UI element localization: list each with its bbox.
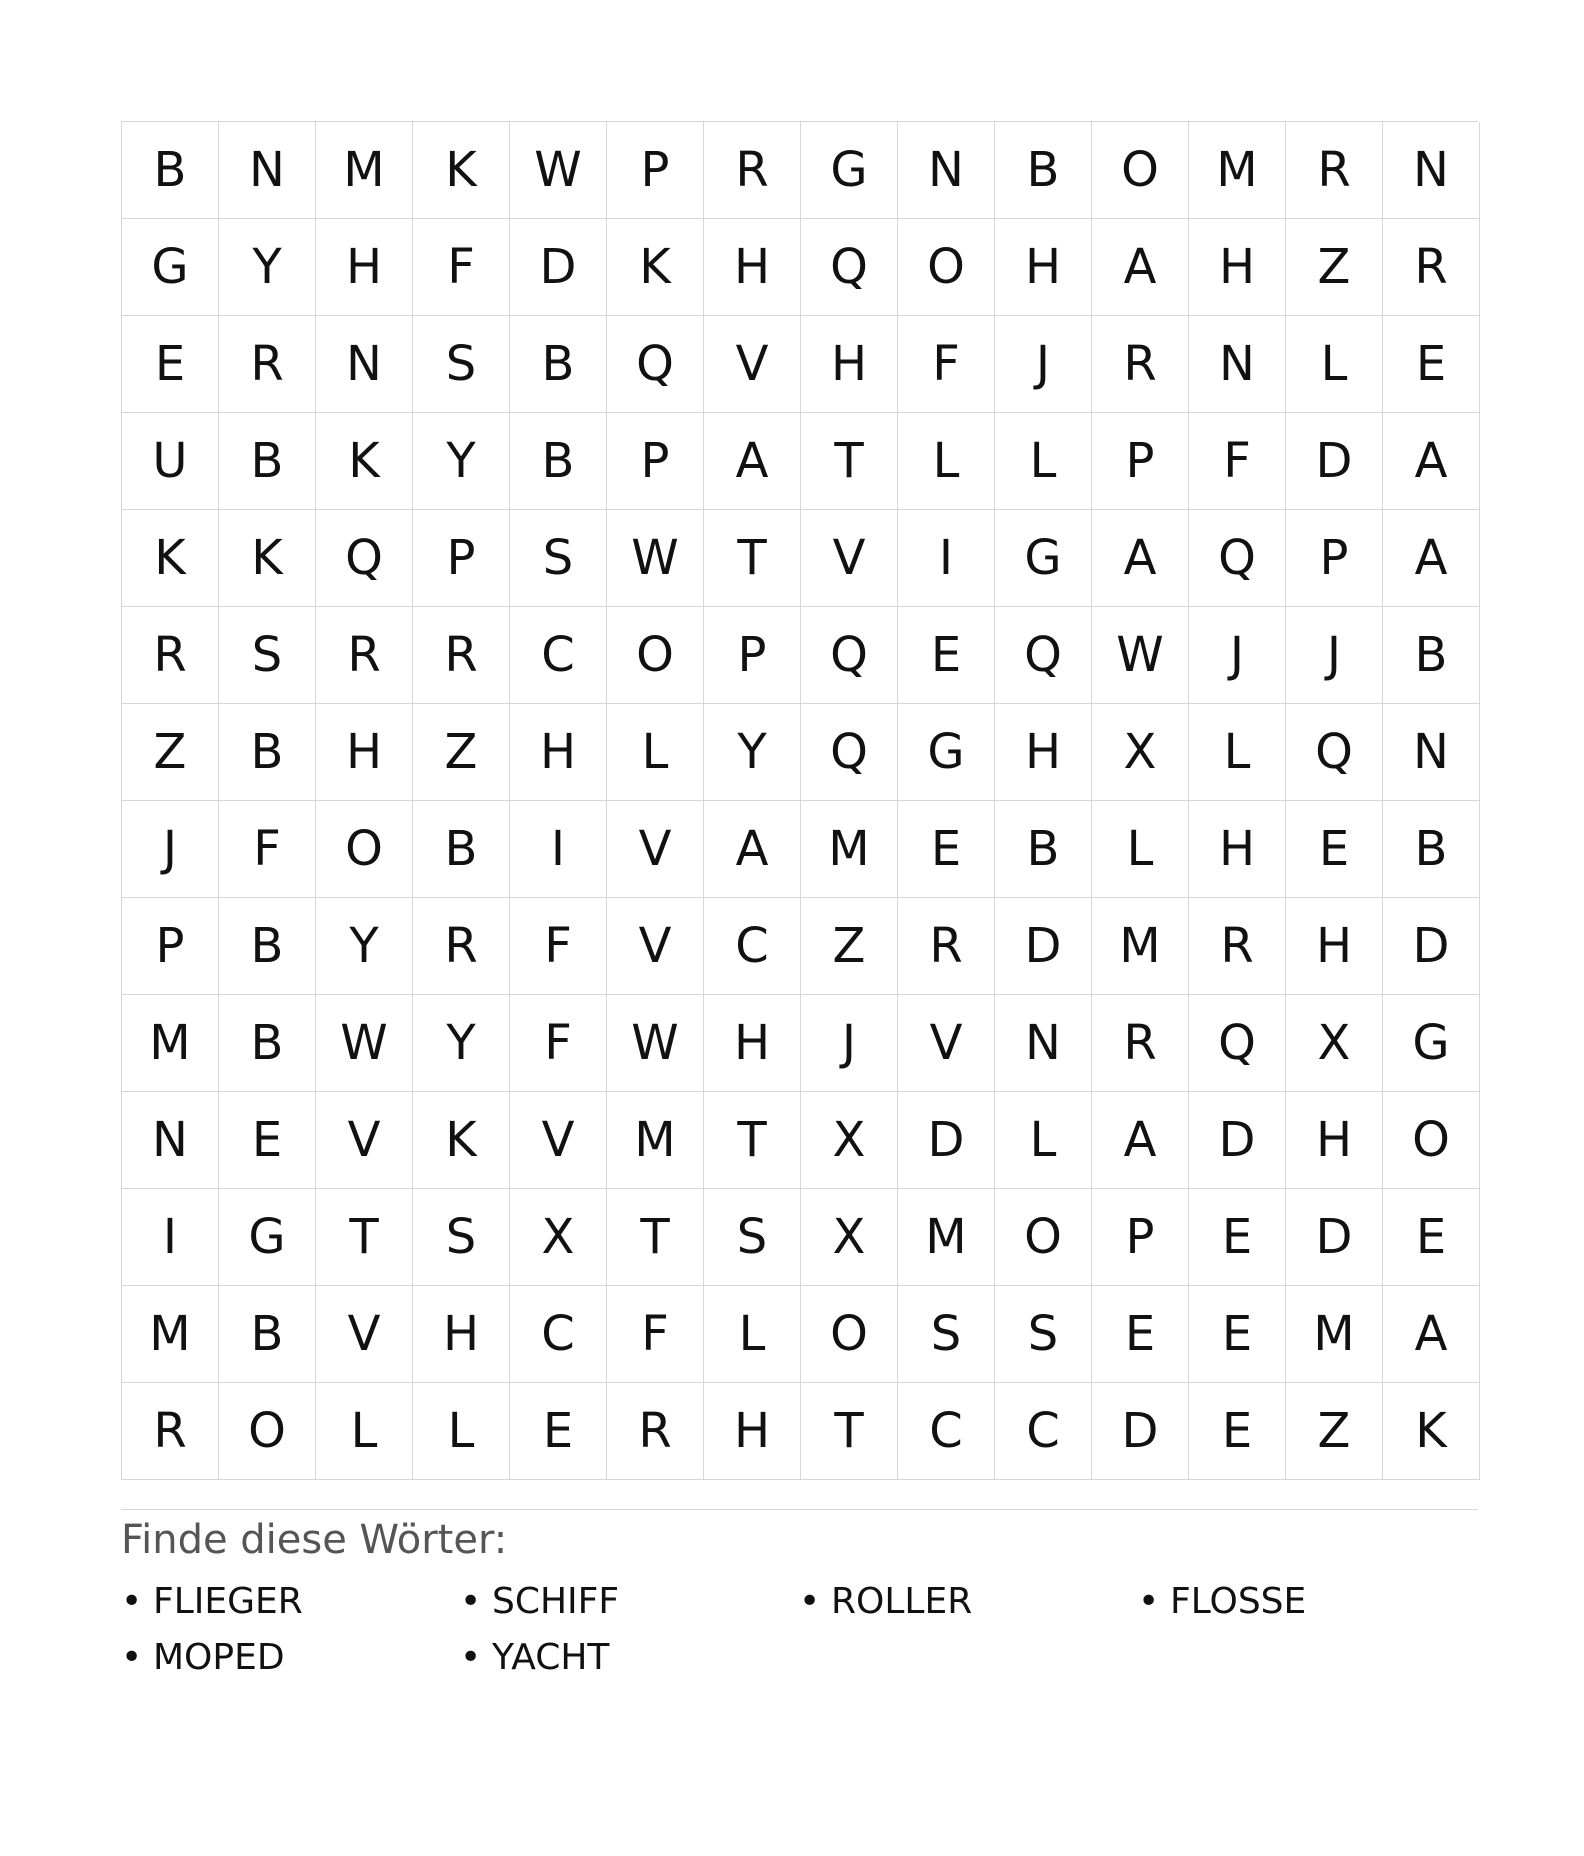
grid-cell[interactable]: B — [995, 122, 1092, 219]
grid-cell[interactable]: X — [1092, 704, 1189, 801]
grid-cell[interactable]: E — [1383, 1189, 1480, 1286]
grid-cell[interactable]: D — [1092, 1383, 1189, 1480]
grid-cell[interactable]: P — [122, 898, 219, 995]
grid-cell[interactable]: N — [1383, 122, 1480, 219]
grid-cell[interactable]: L — [704, 1286, 801, 1383]
grid-cell[interactable]: Y — [219, 219, 316, 316]
grid-cell[interactable]: L — [413, 1383, 510, 1480]
grid-cell[interactable]: A — [1383, 510, 1480, 607]
grid-cell[interactable]: O — [1383, 1092, 1480, 1189]
grid-cell[interactable]: N — [898, 122, 995, 219]
grid-cell[interactable]: B — [413, 801, 510, 898]
grid-cell[interactable]: R — [1189, 898, 1286, 995]
grid-cell[interactable]: V — [316, 1286, 413, 1383]
grid-cell[interactable]: E — [898, 801, 995, 898]
grid-cell[interactable]: B — [219, 413, 316, 510]
word-list-item — [460, 1634, 799, 1682]
grid-cell[interactable]: O — [219, 1383, 316, 1480]
grid-cell[interactable]: Z — [1286, 1383, 1383, 1480]
grid-cell[interactable]: D — [1383, 898, 1480, 995]
grid-cell[interactable]: L — [995, 413, 1092, 510]
grid-cell[interactable]: X — [801, 1092, 898, 1189]
grid-cell[interactable]: R — [898, 898, 995, 995]
grid-cell[interactable]: H — [995, 704, 1092, 801]
word-list-item — [799, 1578, 1138, 1626]
grid-cell[interactable]: T — [607, 1189, 704, 1286]
grid-cell[interactable]: A — [1383, 1286, 1480, 1383]
grid-cell[interactable]: O — [316, 801, 413, 898]
grid-cell[interactable]: J — [1189, 607, 1286, 704]
grid-cell[interactable]: C — [704, 898, 801, 995]
word-list-item — [1138, 1578, 1477, 1626]
grid-cell[interactable]: K — [219, 510, 316, 607]
grid-cell[interactable]: N — [1383, 704, 1480, 801]
grid-cell[interactable]: Y — [704, 704, 801, 801]
grid-cell[interactable]: B — [510, 413, 607, 510]
grid-cell[interactable]: F — [413, 219, 510, 316]
grid-cell[interactable]: B — [219, 704, 316, 801]
grid-cell[interactable]: F — [219, 801, 316, 898]
grid-cell[interactable]: S — [510, 510, 607, 607]
grid-cell[interactable]: N — [995, 995, 1092, 1092]
grid-cell[interactable]: L — [1286, 316, 1383, 413]
grid-cell[interactable]: W — [316, 995, 413, 1092]
grid-cell[interactable]: N — [219, 122, 316, 219]
grid-cell[interactable]: Q — [316, 510, 413, 607]
grid-cell[interactable]: H — [995, 219, 1092, 316]
grid-cell[interactable]: J — [995, 316, 1092, 413]
grid-cell[interactable]: V — [704, 316, 801, 413]
grid-cell[interactable]: S — [704, 1189, 801, 1286]
grid-cell[interactable]: F — [510, 898, 607, 995]
grid-cell[interactable]: R — [1286, 122, 1383, 219]
grid-cell[interactable]: B — [219, 1286, 316, 1383]
grid-cell[interactable]: H — [510, 704, 607, 801]
bullet-icon: • — [121, 1637, 143, 1678]
word-search-puzzle — [121, 121, 1478, 1682]
grid-cell[interactable]: V — [510, 1092, 607, 1189]
grid-cell[interactable]: R — [704, 122, 801, 219]
grid-cell[interactable]: M — [1189, 122, 1286, 219]
grid-cell[interactable]: J — [1286, 607, 1383, 704]
grid-cell[interactable]: M — [801, 801, 898, 898]
grid-cell[interactable]: P — [607, 413, 704, 510]
grid-cell[interactable]: H — [1286, 1092, 1383, 1189]
grid-cell[interactable]: N — [316, 316, 413, 413]
grid-cell[interactable]: L — [898, 413, 995, 510]
grid-cell[interactable]: L — [1189, 704, 1286, 801]
grid-cell[interactable]: T — [801, 1383, 898, 1480]
grid-cell[interactable]: Z — [122, 704, 219, 801]
grid-cell[interactable]: M — [316, 122, 413, 219]
grid-cell[interactable]: A — [704, 413, 801, 510]
grid-cell[interactable]: T — [704, 510, 801, 607]
grid-cell[interactable]: D — [1286, 1189, 1383, 1286]
grid-cell[interactable]: C — [510, 1286, 607, 1383]
grid-cell[interactable]: D — [1189, 1092, 1286, 1189]
grid-cell[interactable]: M — [898, 1189, 995, 1286]
grid-cell[interactable]: F — [510, 995, 607, 1092]
grid-cell[interactable]: Q — [1189, 995, 1286, 1092]
grid-cell[interactable]: F — [1189, 413, 1286, 510]
grid-cell[interactable]: A — [1092, 510, 1189, 607]
word-list-item — [460, 1578, 799, 1626]
grid-cell[interactable]: U — [122, 413, 219, 510]
grid-cell[interactable]: V — [316, 1092, 413, 1189]
grid-cell[interactable]: Q — [1189, 510, 1286, 607]
grid-cell[interactable]: T — [316, 1189, 413, 1286]
grid-cell[interactable]: W — [1092, 607, 1189, 704]
grid-cell[interactable]: K — [122, 510, 219, 607]
grid-cell[interactable]: B — [219, 898, 316, 995]
grid-cell[interactable]: Q — [1286, 704, 1383, 801]
grid-cell[interactable]: R — [122, 607, 219, 704]
grid-cell[interactable]: F — [607, 1286, 704, 1383]
grid-cell[interactable]: P — [607, 122, 704, 219]
grid-cell[interactable]: G — [122, 219, 219, 316]
grid-cell[interactable]: H — [413, 1286, 510, 1383]
grid-cell[interactable]: M — [122, 995, 219, 1092]
grid-cell[interactable]: G — [219, 1189, 316, 1286]
grid-cell[interactable]: E — [1189, 1383, 1286, 1480]
grid-cell[interactable]: K — [316, 413, 413, 510]
grid-cell[interactable]: Y — [413, 413, 510, 510]
grid-cell[interactable]: M — [607, 1092, 704, 1189]
grid-cell[interactable]: W — [510, 122, 607, 219]
grid-cell[interactable]: O — [995, 1189, 1092, 1286]
grid-cell[interactable]: L — [316, 1383, 413, 1480]
grid-cell[interactable]: C — [898, 1383, 995, 1480]
grid-cell[interactable]: P — [1092, 413, 1189, 510]
grid-cell[interactable]: N — [1189, 316, 1286, 413]
grid-cell[interactable]: E — [1189, 1189, 1286, 1286]
grid-cell[interactable]: O — [1092, 122, 1189, 219]
grid-cell[interactable]: B — [1383, 607, 1480, 704]
grid-cell[interactable]: W — [607, 510, 704, 607]
grid-cell[interactable]: A — [1092, 1092, 1189, 1189]
grid-cell[interactable]: D — [995, 898, 1092, 995]
grid-cell[interactable]: V — [801, 510, 898, 607]
grid-cell[interactable]: G — [1383, 995, 1480, 1092]
grid-cell[interactable]: E — [219, 1092, 316, 1189]
grid-cell[interactable]: P — [1286, 510, 1383, 607]
grid-cell[interactable]: O — [898, 219, 995, 316]
grid-cell[interactable]: Q — [801, 219, 898, 316]
grid-cell[interactable]: F — [898, 316, 995, 413]
grid-cell[interactable]: R — [219, 316, 316, 413]
grid-cell[interactable]: X — [510, 1189, 607, 1286]
grid-cell[interactable]: H — [316, 219, 413, 316]
bullet-icon: • — [121, 1581, 143, 1622]
word-label: FLIEGER — [153, 1581, 303, 1622]
grid-cell[interactable]: L — [1092, 801, 1189, 898]
grid-cell[interactable]: C — [510, 607, 607, 704]
grid-cell[interactable]: M — [122, 1286, 219, 1383]
grid-cell[interactable]: A — [1383, 413, 1480, 510]
grid-cell[interactable]: G — [995, 510, 1092, 607]
grid-cell[interactable]: H — [801, 316, 898, 413]
grid-cell[interactable]: N — [122, 1092, 219, 1189]
bullet-icon: • — [799, 1581, 821, 1622]
grid-cell[interactable]: E — [122, 316, 219, 413]
grid-cell[interactable]: Q — [995, 607, 1092, 704]
grid-cell[interactable]: O — [607, 607, 704, 704]
grid-cell[interactable]: P — [413, 510, 510, 607]
grid-cell[interactable]: H — [704, 995, 801, 1092]
grid-cell[interactable]: I — [122, 1189, 219, 1286]
grid-cell[interactable]: E — [1383, 316, 1480, 413]
grid-cell[interactable]: X — [801, 1189, 898, 1286]
grid-cell[interactable]: X — [1286, 995, 1383, 1092]
grid-cell[interactable]: Q — [607, 316, 704, 413]
grid-cell[interactable]: D — [510, 219, 607, 316]
grid-cell[interactable]: Y — [413, 995, 510, 1092]
grid-cell[interactable]: Z — [801, 898, 898, 995]
grid-cell[interactable]: W — [607, 995, 704, 1092]
grid-cell[interactable]: C — [995, 1383, 1092, 1480]
grid-cell[interactable]: S — [413, 1189, 510, 1286]
word-label: YACHT — [492, 1637, 610, 1678]
grid-cell[interactable]: O — [801, 1286, 898, 1383]
grid-cell[interactable]: J — [122, 801, 219, 898]
grid-cell[interactable]: Z — [1286, 219, 1383, 316]
grid-cell[interactable]: P — [704, 607, 801, 704]
grid-cell[interactable]: I — [898, 510, 995, 607]
grid-cell[interactable]: H — [316, 704, 413, 801]
grid-cell[interactable]: H — [704, 1383, 801, 1480]
grid-cell[interactable]: A — [704, 801, 801, 898]
grid-cell[interactable]: E — [898, 607, 995, 704]
grid-cell[interactable]: Z — [413, 704, 510, 801]
word-list — [121, 1578, 1478, 1682]
grid-cell[interactable]: P — [1092, 1189, 1189, 1286]
grid-cell[interactable]: G — [898, 704, 995, 801]
grid-cell[interactable]: R — [122, 1383, 219, 1480]
grid-cell[interactable]: Q — [801, 607, 898, 704]
grid-cell[interactable]: M — [1092, 898, 1189, 995]
word-label: ROLLER — [831, 1581, 973, 1622]
grid-cell[interactable]: R — [607, 1383, 704, 1480]
grid-cell[interactable]: E — [1189, 1286, 1286, 1383]
grid-cell[interactable]: D — [898, 1092, 995, 1189]
word-label: FLOSSE — [1170, 1581, 1307, 1622]
grid-cell[interactable]: R — [1092, 995, 1189, 1092]
grid-cell[interactable]: R — [413, 607, 510, 704]
grid-cell[interactable]: V — [607, 898, 704, 995]
grid-cell[interactable]: H — [1286, 898, 1383, 995]
grid-cell[interactable]: H — [704, 219, 801, 316]
grid-cell[interactable]: R — [316, 607, 413, 704]
grid-cell[interactable]: K — [413, 1092, 510, 1189]
grid-cell[interactable]: B — [219, 995, 316, 1092]
bullet-icon: • — [1138, 1581, 1160, 1622]
letter-grid — [121, 121, 1478, 1480]
grid-cell[interactable]: S — [995, 1286, 1092, 1383]
grid-cell[interactable]: L — [995, 1092, 1092, 1189]
grid-cell[interactable]: T — [801, 413, 898, 510]
grid-cell[interactable]: B — [122, 122, 219, 219]
grid-cell[interactable]: V — [607, 801, 704, 898]
grid-cell[interactable]: R — [1383, 219, 1480, 316]
grid-cell[interactable]: V — [898, 995, 995, 1092]
grid-cell[interactable]: H — [1189, 219, 1286, 316]
grid-cell[interactable]: R — [413, 898, 510, 995]
grid-cell[interactable]: K — [1383, 1383, 1480, 1480]
word-list-item — [121, 1578, 460, 1626]
grid-cell[interactable]: E — [1092, 1286, 1189, 1383]
divider — [121, 1509, 1478, 1510]
grid-cell[interactable]: T — [704, 1092, 801, 1189]
grid-cell[interactable]: S — [219, 607, 316, 704]
grid-cell[interactable]: A — [1092, 219, 1189, 316]
grid-cell[interactable]: S — [898, 1286, 995, 1383]
grid-cell[interactable]: Q — [801, 704, 898, 801]
word-list-item — [121, 1634, 460, 1682]
word-label: SCHIFF — [492, 1581, 620, 1622]
grid-cell[interactable]: R — [1092, 316, 1189, 413]
grid-cell[interactable]: Y — [316, 898, 413, 995]
bullet-icon: • — [460, 1637, 482, 1678]
grid-cell[interactable]: I — [510, 801, 607, 898]
grid-cell[interactable]: K — [413, 122, 510, 219]
grid-cell[interactable]: S — [413, 316, 510, 413]
grid-cell[interactable]: B — [1383, 801, 1480, 898]
grid-cell[interactable]: B — [510, 316, 607, 413]
grid-cell[interactable]: J — [801, 995, 898, 1092]
grid-cell[interactable]: E — [510, 1383, 607, 1480]
grid-cell[interactable]: B — [995, 801, 1092, 898]
bullet-icon: • — [460, 1581, 482, 1622]
grid-cell[interactable]: D — [1286, 413, 1383, 510]
grid-cell[interactable]: L — [607, 704, 704, 801]
grid-cell[interactable]: H — [1189, 801, 1286, 898]
grid-cell[interactable]: K — [607, 219, 704, 316]
word-list-title: Finde diese Wörter: — [121, 1517, 508, 1563]
grid-cell[interactable]: G — [801, 122, 898, 219]
grid-cell[interactable]: E — [1286, 801, 1383, 898]
word-label: MOPED — [153, 1637, 285, 1678]
grid-cell[interactable]: M — [1286, 1286, 1383, 1383]
